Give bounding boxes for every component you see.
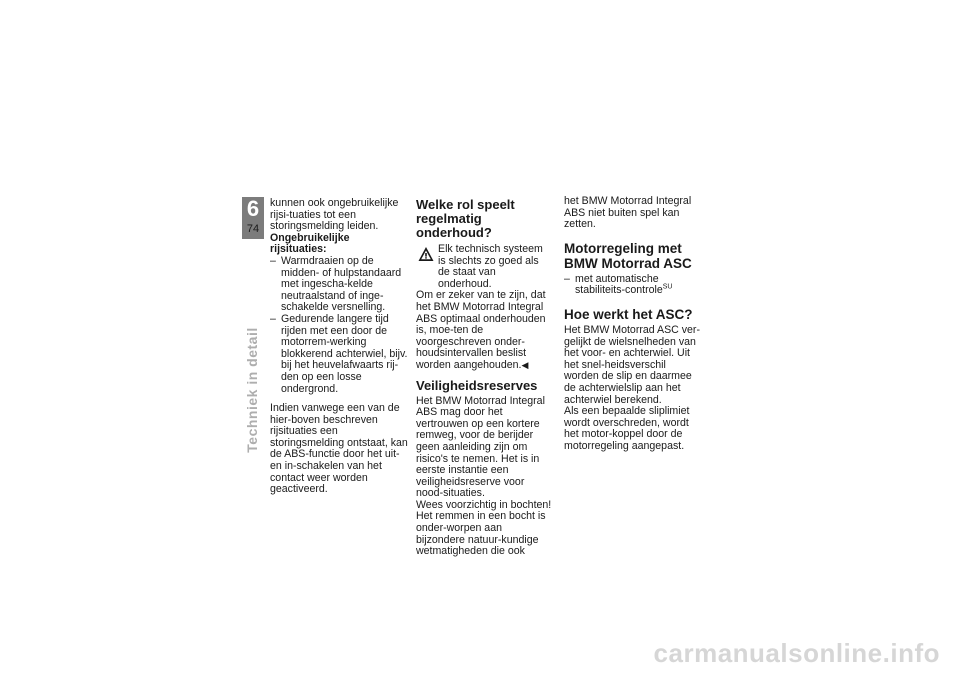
warning-text: Elk technisch systeem is slechts zo goed als de staat van onderhoud. bbox=[438, 243, 543, 290]
chapter-number: 6 bbox=[246, 196, 260, 221]
subheading-unusual-situations: Ongebruikelijke rijsituaties: bbox=[270, 231, 350, 256]
list-item bbox=[564, 274, 700, 297]
column-2 bbox=[416, 198, 552, 558]
warning-triangle-icon bbox=[418, 246, 434, 262]
option-superscript: SU bbox=[662, 283, 673, 291]
list-item-text: met automatische stabiliteits-controle bbox=[575, 272, 663, 297]
dash-bullet: – bbox=[564, 272, 570, 285]
heading-safety-reserves: Veiligheidsreserves bbox=[416, 377, 538, 393]
warning-block bbox=[416, 244, 552, 290]
dash-bullet: – bbox=[270, 312, 276, 325]
paragraph: Het BMW Motorrad Integral ABS mag door het vertrouwen op een kortere remweg, voor de berijder geen aanleiding zijn om risico's te nemen. Het is in eerste instantie een veiligheidsreserve voor nood-situaties. bbox=[416, 394, 545, 500]
column-3 bbox=[564, 196, 700, 453]
page-number: 74 bbox=[246, 223, 260, 235]
list-item-text: Gedurende langere tijd rijden met een door de motorrem-werking blokkerend achterwiel, bijv. bij het heuvelafwaarts rij-den op een losse ondergrond. bbox=[281, 312, 408, 395]
heading-maintenance: Welke rol speelt regelmatig onderhoud? bbox=[416, 197, 515, 240]
watermark: carmanualsonline.info bbox=[653, 638, 940, 668]
list-item bbox=[270, 314, 408, 395]
list-item-text: Warmdraaien op de midden- of hulpstandaard met ingescha-kelde neutraalstand of inge-schakelde versnelling. bbox=[281, 254, 402, 314]
paragraph: Wees voorzichtig in bochten! Het remmen in een bocht is onder-worpen aan bijzondere natuur-kundige wetmatigheden die ook bbox=[416, 498, 552, 558]
end-mark-icon: ◀ bbox=[521, 359, 529, 370]
dash-bullet: – bbox=[270, 254, 276, 267]
chapter-marker bbox=[242, 197, 264, 239]
paragraph: Als een bepaalde sliplimiet wordt overschreden, wordt het motor-koppel door de motorregeling aangepast. bbox=[564, 405, 690, 452]
column-1 bbox=[270, 198, 408, 496]
paragraph: Indien vanwege een van de hier-boven beschreven rijsituaties een storingsmelding ontstaat, kan de ABS-functie door het uit- en in-schakelen van het contact weer worden geactiveerd. bbox=[270, 402, 408, 496]
list-item bbox=[270, 256, 408, 314]
paragraph: het BMW Motorrad Integral ABS niet buiten spel kan zetten. bbox=[564, 195, 692, 231]
paragraph: Om er zeker van te zijn, dat het BMW Motorrad Integral ABS optimaal onderhouden is, moe-ten de voorgeschreven onder-houdsintervallen beslist worden aangehouden. bbox=[416, 289, 546, 371]
paragraph: kunnen ook ongebruikelijke rijsi-tuaties tot een storingsmelding leiden. bbox=[270, 197, 399, 233]
section-title-vertical: Techniek in detail bbox=[244, 327, 260, 453]
heading-how-asc-works: Hoe werkt het ASC? bbox=[564, 306, 693, 322]
heading-asc: Motorregeling met BMW Motorrad ASC bbox=[564, 240, 692, 271]
paragraph: Het BMW Motorrad ASC ver-gelijkt de wielsnelheden van het voor- en achterwiel. Uit het snel-heidsverschil worden de slip en daarmee de achterwielslip aan het achterwiel berekend. bbox=[564, 323, 700, 406]
